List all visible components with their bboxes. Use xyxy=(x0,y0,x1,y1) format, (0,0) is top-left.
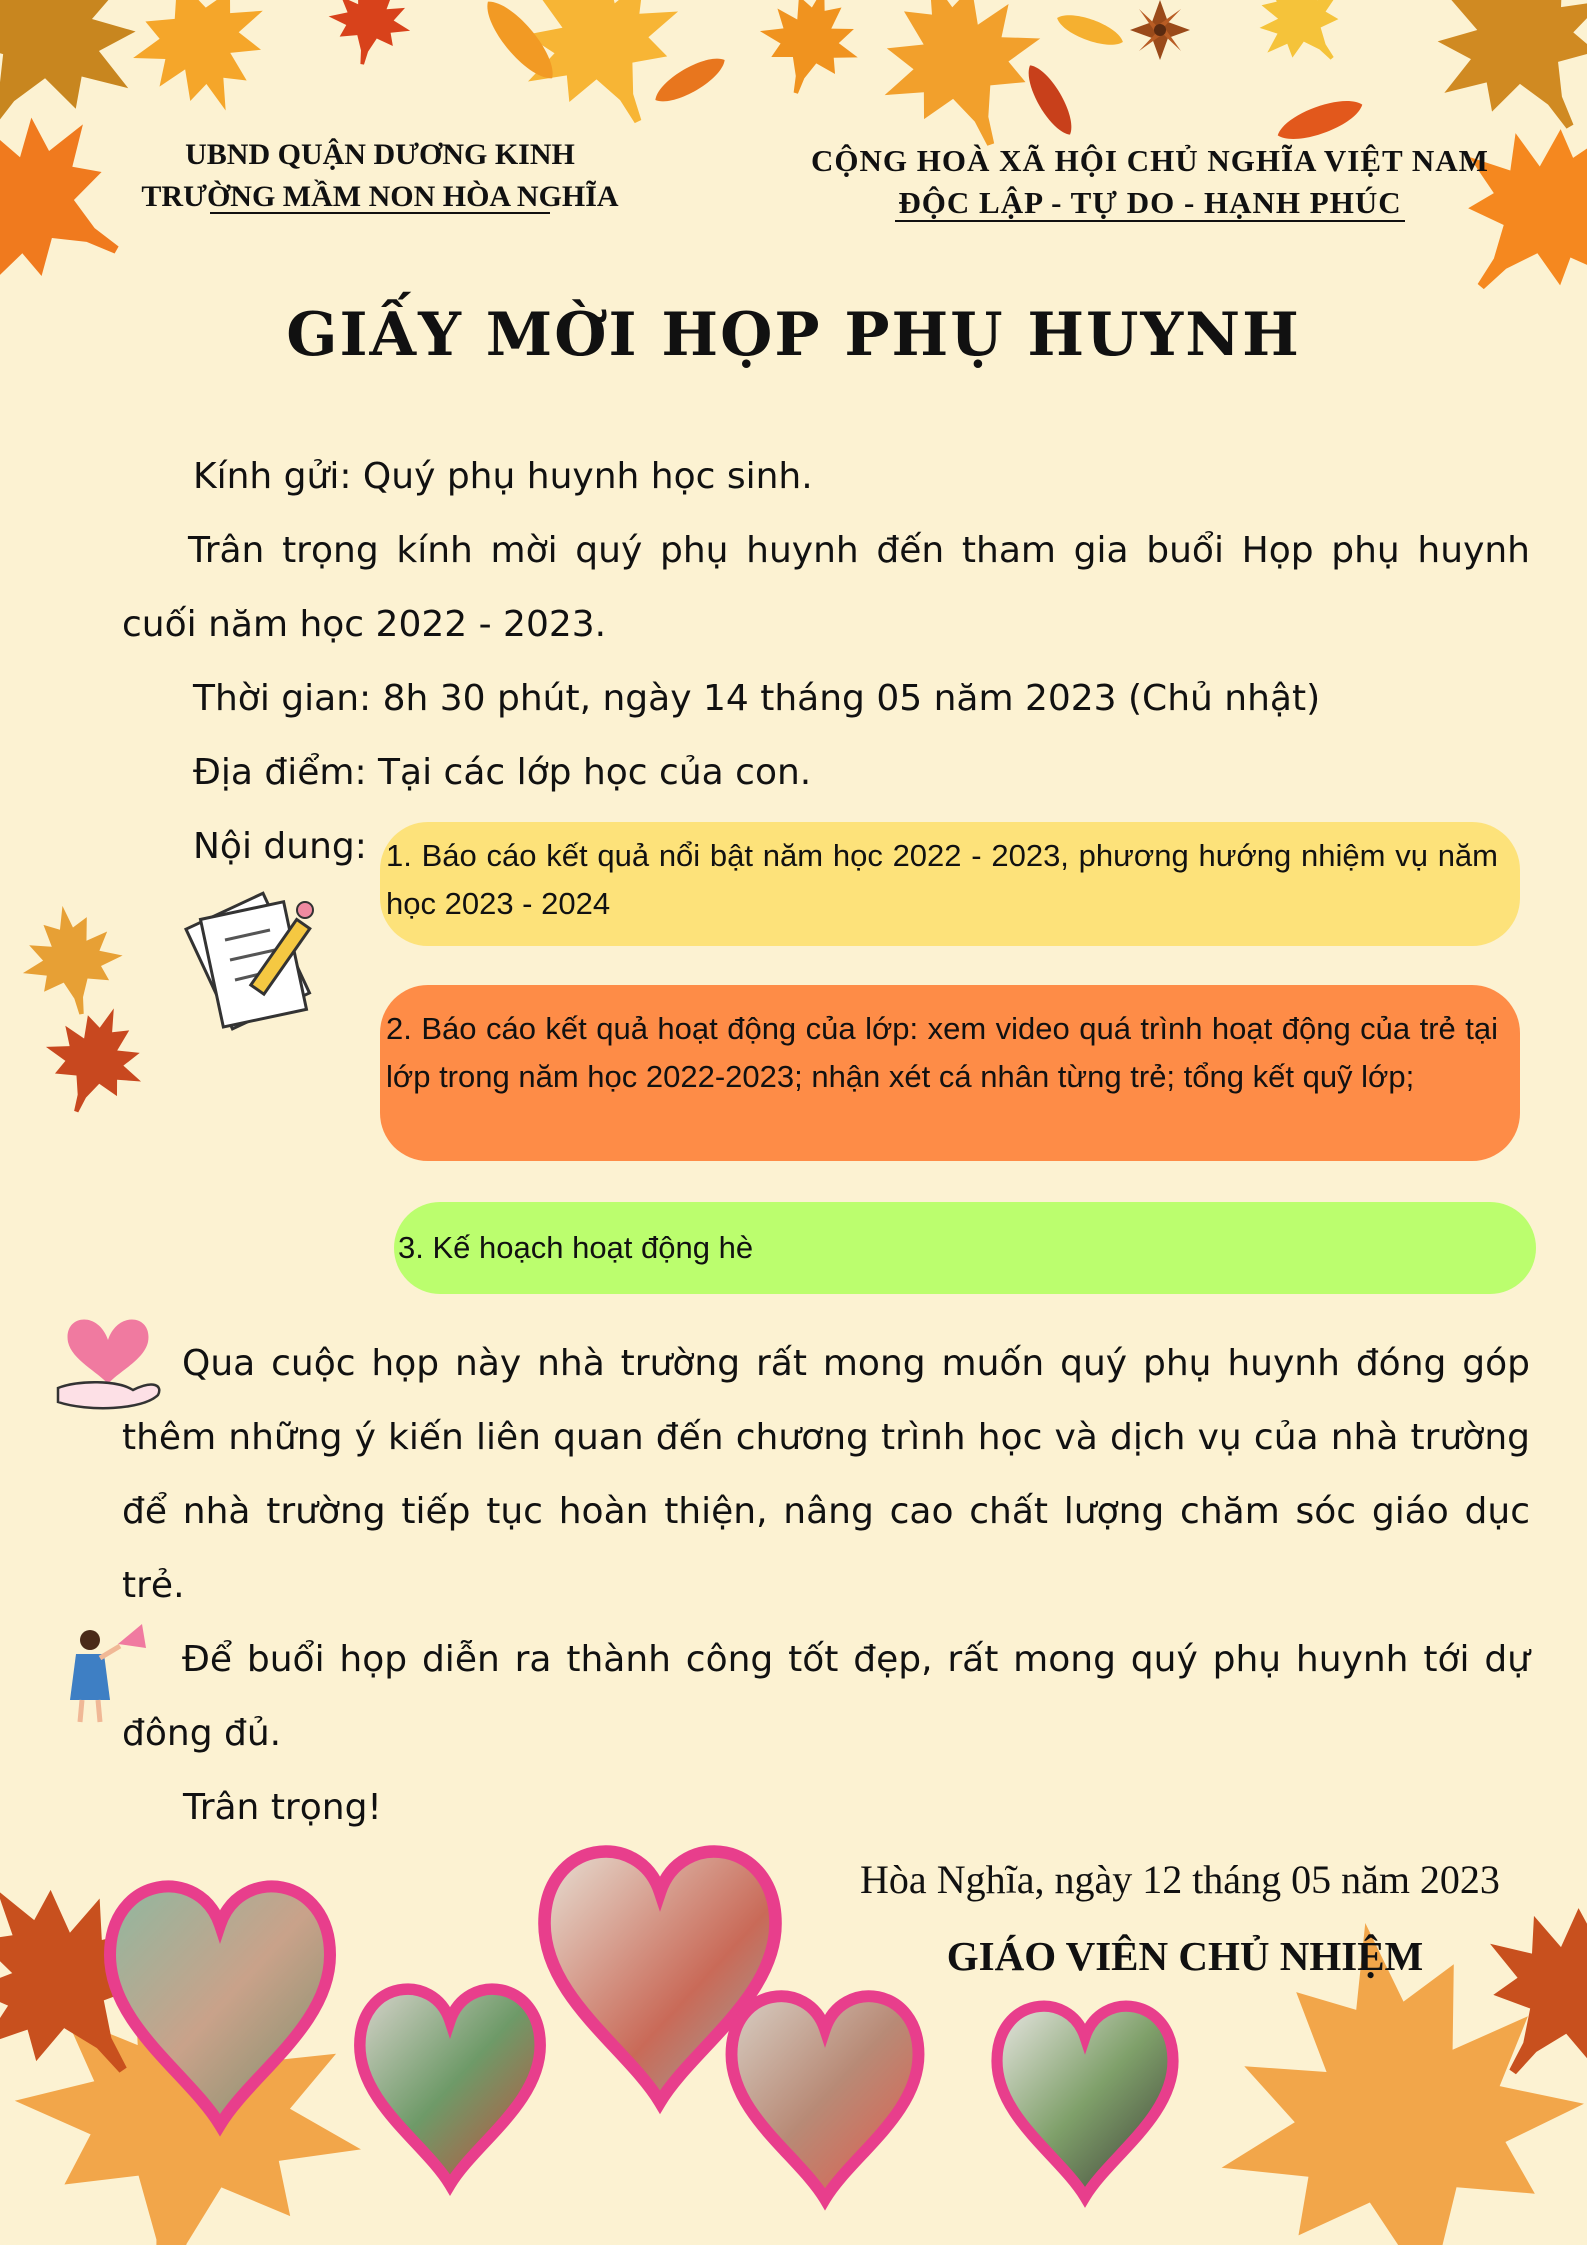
time-text: Thời gian: 8h 30 phút, ngày 14 tháng 05 năm 2023 (Chủ nhật) xyxy=(193,678,1321,719)
signature-date: Hòa Nghĩa, ngày 12 tháng 05 năm 2023 xyxy=(860,1857,1500,1902)
country-name: CỘNG HOÀ XÃ HỘI CHỦ NGHĨA VIỆT NAM xyxy=(811,143,1489,178)
agenda-item-3: 3. Kế hoạch hoạt động hè xyxy=(394,1202,1536,1294)
page-title: GIẤY MỜI HỌP PHỤ HUYNH xyxy=(286,300,1301,370)
attend-text: Để buổi họp diễn ra thành công tốt đẹp, rất mong quý phụ huynh tới dự đông đủ. xyxy=(122,1639,1530,1754)
district-name: UBND QUẬN DƯƠNG KINH xyxy=(185,138,575,171)
hope-text: Qua cuộc họp này nhà trường rất mong muốn quý phụ huynh đóng góp thêm những ý kiến liên quan đến chương trình học và dịch vụ của nhà trường để nhà trường tiếp tục hoàn thiện, nâng cao chất lượng chăm sóc giáo dục trẻ. xyxy=(122,1343,1530,1606)
closing-text: Trân trọng! xyxy=(183,1787,382,1828)
school-header xyxy=(120,134,640,214)
school-name: TRƯỜNG MẦM NON HÒA NGHĨA xyxy=(141,180,619,213)
signature-role: GIÁO VIÊN CHỦ NHIỆM xyxy=(946,1933,1424,1979)
location-text: Địa điểm: Tại các lớp học của con. xyxy=(193,752,812,793)
invitation-text: Trân trọng kính mời quý phụ huynh đến tham gia buổi Họp phụ huynh cuối năm học 2022 - 2023. xyxy=(122,530,1530,645)
agenda-item-1: 1. Báo cáo kết quả nổi bật năm học 2022 - 2023, phương hướng nhiệm vụ năm học 2023 - 2024 xyxy=(380,822,1520,946)
agenda-item-2: 2. Báo cáo kết quả hoạt động của lớp: xem video quá trình hoạt động của trẻ tại lớp trong năm học 2022-2023; nhận xét cá nhân từng trẻ; tổng kết quỹ lớp; xyxy=(380,985,1520,1161)
maple-leaf-icon xyxy=(13,897,162,1129)
national-motto: ĐỘC LẬP - TỰ DO - HẠNH PHÚC xyxy=(898,185,1402,220)
greeting-text: Kính gửi: Quý phụ huynh học sinh. xyxy=(193,456,813,497)
content-label: Nội dung: xyxy=(193,826,367,867)
star-anise-icon xyxy=(1130,0,1190,60)
paper-pencil-icon xyxy=(186,893,313,1029)
national-header xyxy=(770,140,1530,222)
